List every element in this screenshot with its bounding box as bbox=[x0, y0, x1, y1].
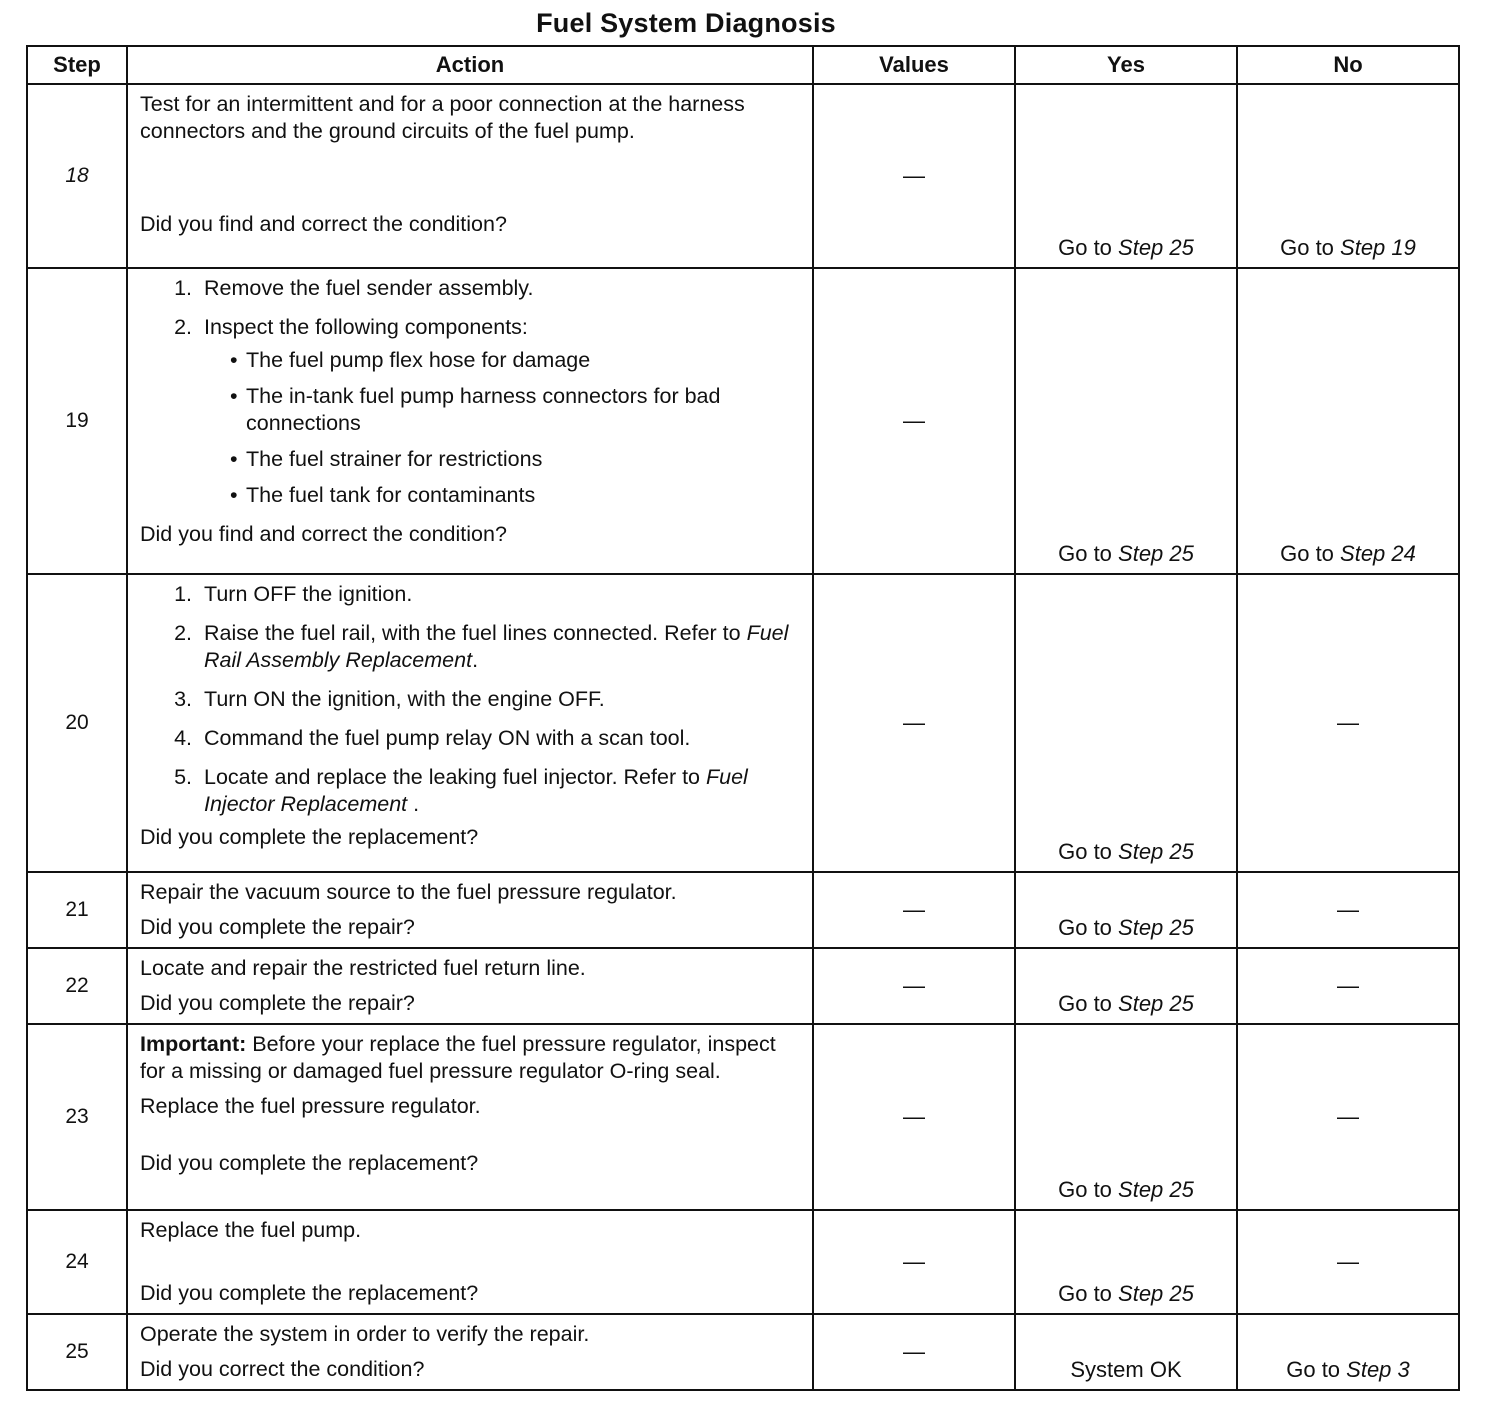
no-cell bbox=[1237, 268, 1459, 574]
yes-cell bbox=[1015, 1024, 1237, 1210]
important-note bbox=[140, 1031, 800, 1085]
action-question: Did you complete the replacement? bbox=[140, 825, 479, 849]
no-prefix: Go to bbox=[1280, 541, 1341, 566]
yes-step-link[interactable]: Step 25 bbox=[1118, 1177, 1194, 1202]
header-step: Step bbox=[27, 46, 127, 84]
no-cell: — bbox=[1237, 1024, 1459, 1210]
action-cell bbox=[127, 1314, 813, 1390]
action-question: Did you complete the repair? bbox=[140, 991, 415, 1015]
yes-step-link[interactable]: Step 25 bbox=[1118, 839, 1194, 864]
step-number: 19 bbox=[27, 268, 127, 574]
step-number: 24 bbox=[27, 1210, 127, 1314]
header-values: Values bbox=[813, 46, 1015, 84]
yes-step-link[interactable]: Step 25 bbox=[1118, 235, 1194, 260]
header-yes: Yes bbox=[1015, 46, 1237, 84]
procedure-link[interactable]: Fuel Injector Replacement bbox=[204, 765, 748, 816]
action-question: Did you complete the repair? bbox=[140, 915, 415, 939]
values-cell: — bbox=[813, 1024, 1015, 1210]
no-cell bbox=[1237, 1314, 1459, 1390]
table-row bbox=[27, 872, 1459, 948]
yes-cell: System OK bbox=[1015, 1314, 1237, 1390]
list-item: 1. Turn OFF the ignition. bbox=[198, 581, 800, 608]
table-row bbox=[27, 574, 1459, 872]
action-steps bbox=[140, 275, 800, 509]
action-question: Did you correct the condition? bbox=[140, 1357, 425, 1381]
action-text: Replace the fuel pump. bbox=[140, 1218, 362, 1242]
values-cell: — bbox=[813, 1314, 1015, 1390]
important-text: Before your replace the fuel pressure regulator, inspect for a missing or damaged fuel pressure regulator O-ring seal. bbox=[140, 1032, 776, 1083]
action-question: Did you complete the replacement? bbox=[140, 1281, 479, 1305]
yes-cell bbox=[1015, 1210, 1237, 1314]
yes-prefix: Go to bbox=[1058, 1281, 1119, 1306]
yes-cell bbox=[1015, 84, 1237, 268]
table-row bbox=[27, 1314, 1459, 1390]
step-number: 20 bbox=[27, 574, 127, 872]
step-number: 21 bbox=[27, 872, 127, 948]
table-row bbox=[27, 948, 1459, 1024]
action-cell bbox=[127, 84, 813, 268]
step-number: 18 bbox=[27, 84, 127, 268]
yes-cell bbox=[1015, 948, 1237, 1024]
action-cell bbox=[127, 948, 813, 1024]
yes-cell bbox=[1015, 268, 1237, 574]
list-item bbox=[198, 314, 800, 509]
yes-cell bbox=[1015, 872, 1237, 948]
action-text: Repair the vacuum source to the fuel pressure regulator. bbox=[140, 880, 677, 904]
bullet-item: • The fuel tank for contaminants bbox=[230, 482, 800, 509]
list-item: 1. Remove the fuel sender assembly. bbox=[198, 275, 800, 302]
action-steps bbox=[140, 581, 800, 818]
header-no: No bbox=[1237, 46, 1459, 84]
yes-prefix: Go to bbox=[1058, 541, 1119, 566]
yes-step-link[interactable]: Step 25 bbox=[1118, 541, 1194, 566]
yes-step-link[interactable]: Step 25 bbox=[1118, 915, 1194, 940]
header-action: Action bbox=[127, 46, 813, 84]
action-cell bbox=[127, 268, 813, 574]
no-cell: — bbox=[1237, 872, 1459, 948]
action-cell bbox=[127, 574, 813, 872]
step-number: 25 bbox=[27, 1314, 127, 1390]
list-item-text: Raise the fuel rail, with the fuel lines connected. Refer to bbox=[204, 621, 747, 645]
no-cell: — bbox=[1237, 948, 1459, 1024]
list-item: 4. Command the fuel pump relay ON with a scan tool. bbox=[198, 725, 800, 752]
values-cell: — bbox=[813, 84, 1015, 268]
action-question: Did you complete the replacement? bbox=[140, 1151, 479, 1175]
no-prefix: Go to bbox=[1280, 235, 1341, 260]
list-item: 3. Turn ON the ignition, with the engine OFF. bbox=[198, 686, 800, 713]
action-text: Replace the fuel pressure regulator. bbox=[140, 1094, 481, 1118]
yes-prefix: Go to bbox=[1058, 1177, 1119, 1202]
yes-step-link[interactable]: Step 25 bbox=[1118, 991, 1194, 1016]
no-step-link[interactable]: Step 24 bbox=[1340, 541, 1416, 566]
values-cell: — bbox=[813, 948, 1015, 1024]
header-row bbox=[27, 46, 1459, 84]
action-text: Operate the system in order to verify the repair. bbox=[140, 1322, 590, 1346]
no-cell bbox=[1237, 84, 1459, 268]
action-cell bbox=[127, 1210, 813, 1314]
list-item-text: Locate and replace the leaking fuel injector. Refer to bbox=[204, 765, 706, 789]
list-item-end: . bbox=[472, 648, 479, 672]
list-item bbox=[198, 620, 800, 674]
list-item-end: . bbox=[407, 792, 420, 816]
action-cell bbox=[127, 872, 813, 948]
diagnosis-table bbox=[26, 45, 1460, 1391]
action-question: Did you find and correct the condition? bbox=[140, 212, 507, 236]
yes-prefix: Go to bbox=[1058, 839, 1119, 864]
values-cell: — bbox=[813, 1210, 1015, 1314]
yes-prefix: Go to bbox=[1058, 235, 1119, 260]
step-number: 23 bbox=[27, 1024, 127, 1210]
values-cell: — bbox=[813, 574, 1015, 872]
yes-cell bbox=[1015, 574, 1237, 872]
yes-prefix: Go to bbox=[1058, 915, 1119, 940]
action-cell bbox=[127, 1024, 813, 1210]
step-number: 22 bbox=[27, 948, 127, 1024]
bullet-item: • The fuel pump flex hose for damage bbox=[230, 347, 800, 374]
table-row bbox=[27, 268, 1459, 574]
table-row bbox=[27, 84, 1459, 268]
no-step-link[interactable]: Step 3 bbox=[1346, 1357, 1410, 1382]
no-prefix: Go to bbox=[1286, 1357, 1347, 1382]
list-item bbox=[198, 764, 800, 818]
bullet-item: • The fuel strainer for restrictions bbox=[230, 446, 800, 473]
page-title: Fuel System Diagnosis bbox=[536, 8, 836, 38]
values-cell: — bbox=[813, 268, 1015, 574]
yes-step-link[interactable]: Step 25 bbox=[1118, 1281, 1194, 1306]
procedure-link[interactable]: Fuel Rail Assembly Replacement bbox=[204, 621, 789, 672]
yes-prefix: Go to bbox=[1058, 991, 1119, 1016]
action-question: Did you find and correct the condition? bbox=[140, 522, 507, 546]
action-text: Locate and repair the restricted fuel return line. bbox=[140, 956, 586, 980]
list-item-text: Inspect the following components: bbox=[204, 315, 528, 339]
no-cell: — bbox=[1237, 1210, 1459, 1314]
table-row bbox=[27, 1024, 1459, 1210]
no-cell: — bbox=[1237, 574, 1459, 872]
component-list bbox=[204, 347, 800, 509]
important-label: Important: bbox=[140, 1032, 247, 1056]
values-cell: — bbox=[813, 872, 1015, 948]
table-row bbox=[27, 1210, 1459, 1314]
no-step-link[interactable]: Step 19 bbox=[1340, 235, 1416, 260]
action-text: Test for an intermittent and for a poor connection at the harness connectors and the ground circuits of the fuel pump. bbox=[140, 92, 745, 143]
bullet-item: • The in-tank fuel pump harness connectors for bad connections bbox=[230, 383, 800, 437]
